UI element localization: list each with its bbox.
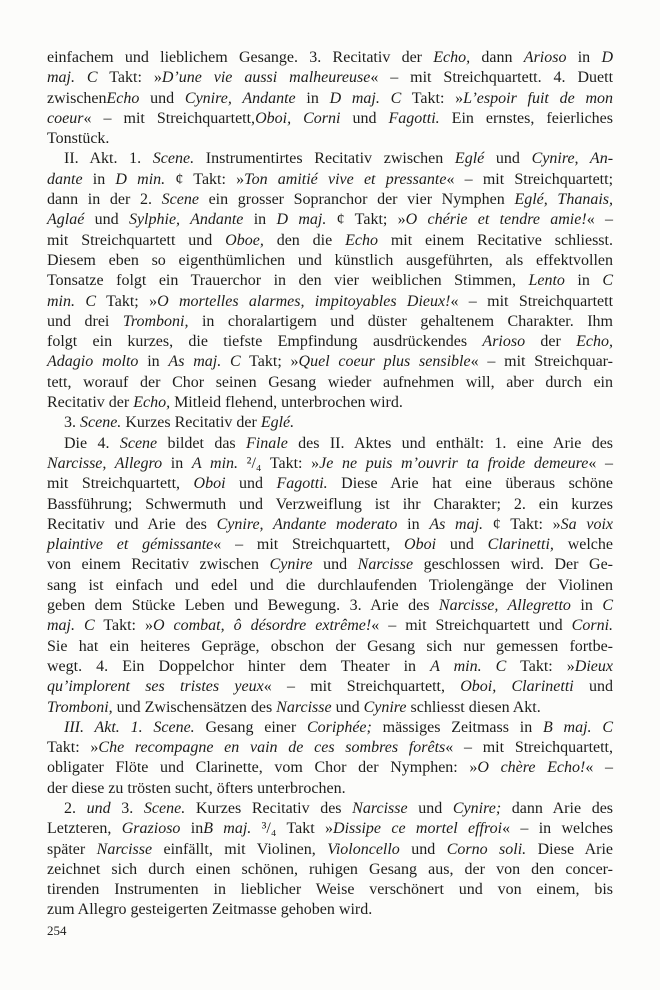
text-line: Aglaé und Sylphie, Andante in D maj. ¢ Takt; »O chérie et tendre amie!« – xyxy=(47,211,613,229)
text-line: tett, worauf der Chor seinen Gesang wieder aufnehmen will, aber durch ein xyxy=(47,373,613,391)
text-line: mit Streichquartett und Oboe, den die Echo mit einem Recitative schliesst. xyxy=(47,231,613,249)
text-line: Letzteren, Grazioso inB maj. ³/₄ Takt »Dissipe ce mortel effroi« – in welches xyxy=(47,820,614,838)
text-line: qu’implorent ses tristes yeux« – mit Streichquartett, Oboi, Clarinetti und xyxy=(47,678,613,696)
text-line: später Narcisse einfällt, mit Violinen, Violoncello und Corno soli. Diese Arie xyxy=(47,840,614,858)
text-line: dante in D min. ¢ Takt: »Ton amitié vive et pressante« – mit Streichquartett; xyxy=(47,170,614,188)
text-line: Narcisse, Allegro in A min. ²/₄ Takt: »Je ne puis m’ouvrir ta froide demeure« – xyxy=(47,454,614,472)
page-number: 254 xyxy=(47,923,67,938)
text-line: II. Akt. 1. Scene. Instrumentirtes Recitativ zwischen Eglé und Cynire, An- xyxy=(64,150,614,168)
text-line: maj. C Takt: »O combat, ô désordre extrême!« – mit Streichquartett und Corni. xyxy=(47,617,614,635)
text-line: dann in der 2. Scene ein grosser Sopranchor der vier Nymphen Eglé, Thanais, xyxy=(47,191,614,209)
text-line: von einem Recitativ zwischen Cynire und Narcisse geschlossen wird. Der Ge- xyxy=(47,556,613,574)
text-line: 2. und 3. Scene. Kurzes Recitativ des Narcisse und Cynire; dann Arie des xyxy=(64,799,614,817)
text-line: geben dem Stücke Leben und Bewegung. 3. Arie des Narcisse, Allegretto in C xyxy=(47,597,614,615)
text-line: coeur« – mit Streichquartett,Oboi, Corni und Fagotti. Ein ernstes, feierliches xyxy=(47,109,614,127)
text-line: folgt ein kurzes, die tiefste Empfindung ausdrückendes Arioso der Echo, xyxy=(47,333,613,351)
text-line: wegt. 4. Ein Doppelchor hinter dem Theater in A min. C Takt: »Dieux xyxy=(47,657,613,675)
text-line: 3. Scene. Kurzes Recitativ der Eglé. xyxy=(64,414,295,432)
text-line: Recitativ und Arie des Cynire, Andante moderato in As maj. ¢ Takt: »Sa voix xyxy=(47,515,614,533)
text-line: min. C Takt; »O mortelles alarmes, impitoyables Dieux!« – mit Streichquartett xyxy=(47,292,614,310)
text-line: einfachem und lieblichem Gesange. 3. Recitativ der Echo, dann Arioso in D xyxy=(47,49,614,66)
text-line: Takt: »Che recompagne en vain de ces sombres forêts« – mit Streichquartett, xyxy=(47,739,614,757)
text-line: maj. C Takt: »D’une vie aussi malheureuse« – mit Streichquartett. 4. Duett xyxy=(47,69,614,87)
text-line: Bassführung; Schwermuth und Verzweiflung ist ihr Charakter; 2. ein kurzes xyxy=(47,495,613,513)
text-line: zeichnet sich durch einen schönen, ruhigen Gesang aus, der von den concer- xyxy=(47,860,613,878)
text-line: plaintive et gémissante« – mit Streichquartett, Oboi und Clarinetti, welche xyxy=(47,536,614,554)
text-line: III. Akt. 1. Scene. Gesang einer Coriphée; mässiges Zeitmass in B maj. C xyxy=(64,718,613,736)
text-line: obligater Flöte und Clarinette, vom Chor der Nymphen: »O chère Echo!« – xyxy=(47,759,614,777)
text-line: Tromboni, und Zwischensätzen des Narcisse und Cynire schliesst diesen Akt. xyxy=(47,698,541,716)
text-line: zwischenEcho und Cynire, Andante in D maj. C Takt: »L’espoir fuit de mon xyxy=(47,89,614,107)
text-line: und drei Tromboni, in choralartigem und düster gehaltenem Charakter. Ihm xyxy=(47,312,613,330)
text-line: Recitativ der Echo, Mitleid flehend, unterbrochen wird. xyxy=(47,394,403,412)
text-line: Tonstück. xyxy=(47,130,110,148)
text-line: Sie hat ein heiteres Gepräge, obschon der Gesang sich nur gemessen fortbe- xyxy=(47,637,613,655)
text-line: Die 4. Scene bildet das Finale des II. Aktes und enthält: 1. eine Arie des xyxy=(64,434,614,452)
text-block xyxy=(47,48,613,921)
text-line: Tonsatze folgt ein Trauerchor in den vier weiblichen Stimmen, Lento in C xyxy=(47,272,613,290)
text-line: sang ist einfach und edel und die durchlaufenden Triolengänge der Violinen xyxy=(47,576,613,594)
text-line: der diese zu trösten sucht, öfters unterbrochen. xyxy=(47,779,346,797)
text-line: Diesem eben so eigenthümlichen und künstlich ausgeführten, als effektvollen xyxy=(47,251,613,269)
text-line: mit Streichquartett, Oboi und Fagotti. Diese Arie hat eine überaus schöne xyxy=(47,475,613,493)
text-line: Adagio molto in As maj. C Takt; »Quel coeur plus sensible« – mit Streichquar- xyxy=(47,353,614,371)
text-line: zum Allegro gesteigerten Zeitmasse gehoben wird. xyxy=(47,901,373,919)
text-line: tirenden Instrumenten in lieblicher Weise verschönert und von einem, bis xyxy=(47,881,613,899)
